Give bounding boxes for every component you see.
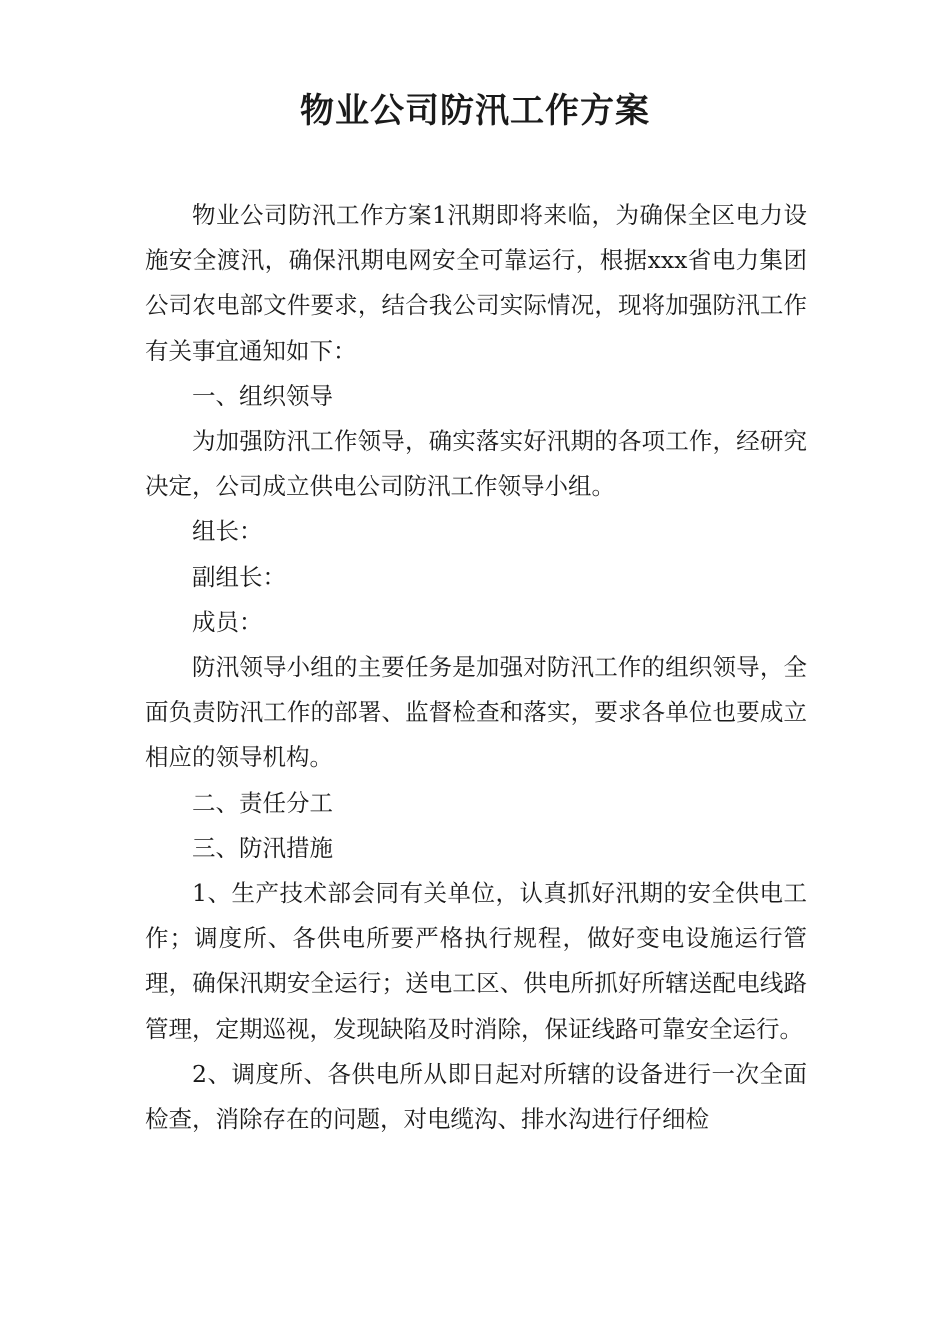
paragraph-organization: 为加强防汛工作领导，确实落实好汛期的各项工作，经研究决定，公司成立供电公司防汛工作领导小组。 bbox=[145, 427, 807, 501]
heading-organization: 一、组织领导 bbox=[192, 381, 333, 410]
role-leader: 组长： bbox=[192, 517, 263, 546]
paragraph-intro: 物业公司防汛工作方案1汛期即将来临，为确保全区电力设施安全渡汛，确保汛期电网安全可靠运行，根据xxx省电力集团公司农电部文件要求，结合我公司实际情况，现将加强防汛工作有关事宜通知如下： bbox=[145, 201, 807, 365]
paragraph-measure-2: 2、调度所、各供电所从即日起对所辖的设备进行一次全面检查，消除存在的问题，对电缆沟、排水沟进行仔细检 bbox=[145, 1059, 807, 1134]
document-body bbox=[145, 193, 807, 1142]
role-deputy-leader: 副组长： bbox=[192, 562, 286, 591]
document-title: 物业公司防汛工作方案 bbox=[300, 91, 650, 131]
heading-measures: 三、防汛措施 bbox=[192, 833, 333, 862]
paragraph-measure-1: 1、生产技术部会同有关单位，认真抓好汛期的安全供电工作；调度所、各供电所要严格执行规程，做好变电设施运行管理，确保汛期安全运行；送电工区、供电所抓好所辖送配电线路管理，定期巡视，发现缺陷及时消除，保证线路可靠安全运行。 bbox=[145, 879, 807, 1043]
paragraph-group-tasks: 防汛领导小组的主要任务是加强对防汛工作的组织领导，全面负责防汛工作的部署、监督检查和落实，要求各单位也要成立相应的领导机构。 bbox=[145, 653, 807, 772]
role-members: 成员： bbox=[192, 607, 263, 636]
heading-responsibilities: 二、责任分工 bbox=[192, 788, 333, 817]
